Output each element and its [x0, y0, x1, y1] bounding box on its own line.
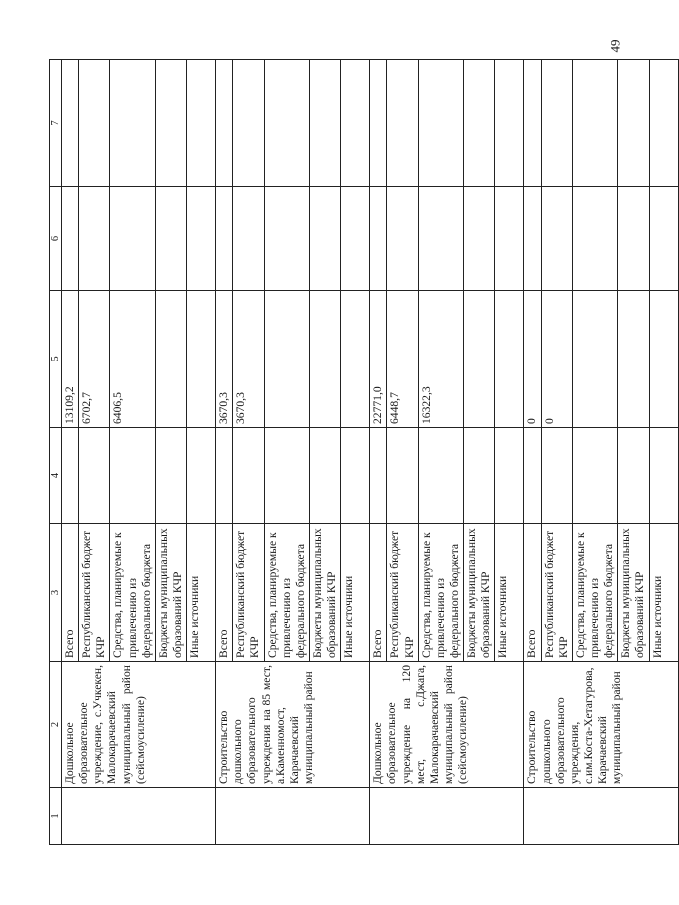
value-cell-col4: [618, 428, 649, 524]
group-number-cell: [370, 788, 524, 845]
group-number-cell: [216, 788, 370, 845]
value-cell-col5: 22771,0: [370, 291, 387, 428]
value-cell-col4: [370, 428, 387, 524]
value-cell-col6: [62, 187, 79, 291]
value-cell-col7: [418, 60, 463, 187]
col-header-3: 3: [50, 524, 62, 662]
object-name-cell: Дошкольное образовательное учреждение, с.Учкекен, Малокарачаевский муниципальный район (сейсмоусиление): [62, 662, 216, 788]
funding-source-cell: Республиканский бюджет КЧР: [79, 524, 110, 662]
group-number-cell: [62, 788, 216, 845]
value-cell-col5: 6702,7: [79, 291, 110, 428]
funding-source-cell: Иные источники: [187, 524, 216, 662]
value-cell-col6: [387, 187, 418, 291]
value-cell-col5: [572, 291, 617, 428]
value-cell-col5: 0: [541, 291, 572, 428]
value-cell-col6: [464, 187, 495, 291]
value-cell-col7: [464, 60, 495, 187]
value-cell-col7: [387, 60, 418, 187]
value-cell-col4: [110, 428, 155, 524]
col-header-5: 5: [50, 291, 62, 428]
value-cell-col4: [309, 428, 340, 524]
object-name-cell: Дошкольное образовательное учреждение на 120 мест, с.Джага, Малокарачаевский муниципальный район (сейсмоусиление): [370, 662, 524, 788]
col-header-7: 7: [50, 60, 62, 187]
funding-source-cell: Республиканский бюджет КЧР: [387, 524, 418, 662]
value-cell-col5: 13109,2: [62, 291, 79, 428]
funding-source-cell: Всего: [216, 524, 233, 662]
value-cell-col5: [187, 291, 216, 428]
funding-source-cell: Бюджеты муниципальных образований КЧР: [464, 524, 495, 662]
funding-source-cell: Всего: [370, 524, 387, 662]
table-row: [524, 60, 541, 845]
value-cell-col6: [264, 187, 309, 291]
funding-source-cell: Иные источники: [341, 524, 370, 662]
value-cell-col4: [495, 428, 524, 524]
value-cell-col5: [309, 291, 340, 428]
value-cell-col7: [495, 60, 524, 187]
funding-source-cell: Республиканский бюджет КЧР: [541, 524, 572, 662]
financing-table: [49, 59, 679, 845]
value-cell-col4: [155, 428, 186, 524]
table-body: [50, 60, 679, 845]
funding-source-cell: Средства, планируемые к привлечению из федерального бюджета: [418, 524, 463, 662]
value-cell-col5: 6448,7: [387, 291, 418, 428]
value-cell-col6: [541, 187, 572, 291]
value-cell-col4: [541, 428, 572, 524]
value-cell-col7: [309, 60, 340, 187]
value-cell-col6: [495, 187, 524, 291]
funding-source-cell: Бюджеты муниципальных образований КЧР: [618, 524, 649, 662]
value-cell-col4: [216, 428, 233, 524]
value-cell-col7: [524, 60, 541, 187]
funding-source-cell: Средства, планируемые к привлечению из федерального бюджета: [264, 524, 309, 662]
value-cell-col5: 16322,3: [418, 291, 463, 428]
table-row: [216, 60, 233, 845]
funding-source-cell: Средства, планируемые к привлечению из федерального бюджета: [572, 524, 617, 662]
value-cell-col6: [572, 187, 617, 291]
value-cell-col4: [79, 428, 110, 524]
value-cell-col4: [62, 428, 79, 524]
value-cell-col4: [187, 428, 216, 524]
value-cell-col7: [649, 60, 678, 187]
funding-source-cell: Иные источники: [649, 524, 678, 662]
value-cell-col6: [155, 187, 186, 291]
value-cell-col6: [341, 187, 370, 291]
value-cell-col5: 3670,3: [216, 291, 233, 428]
value-cell-col7: [572, 60, 617, 187]
page-number: 49: [607, 39, 623, 53]
value-cell-col4: [341, 428, 370, 524]
value-cell-col5: [618, 291, 649, 428]
value-cell-col7: [541, 60, 572, 187]
value-cell-col7: [264, 60, 309, 187]
funding-source-cell: Иные источники: [495, 524, 524, 662]
value-cell-col5: 3670,3: [233, 291, 264, 428]
value-cell-col4: [572, 428, 617, 524]
value-cell-col6: [216, 187, 233, 291]
value-cell-col7: [341, 60, 370, 187]
value-cell-col6: [418, 187, 463, 291]
column-header-row: [50, 60, 62, 845]
value-cell-col7: [618, 60, 649, 187]
value-cell-col5: 0: [524, 291, 541, 428]
value-cell-col5: [264, 291, 309, 428]
value-cell-col4: [464, 428, 495, 524]
value-cell-col6: [79, 187, 110, 291]
value-cell-col7: [79, 60, 110, 187]
value-cell-col6: [618, 187, 649, 291]
value-cell-col5: [649, 291, 678, 428]
value-cell-col5: [155, 291, 186, 428]
value-cell-col7: [233, 60, 264, 187]
funding-source-cell: Средства, планируемые к привлечению из федерального бюджета: [110, 524, 155, 662]
object-name-cell: Строительство дошкольного образовательного учреждения, с.им.Коста-Хетагурова, Карачаевский муниципальный район: [524, 662, 678, 788]
value-cell-col4: [649, 428, 678, 524]
value-cell-col5: [495, 291, 524, 428]
value-cell-col6: [524, 187, 541, 291]
table-row: [62, 60, 79, 845]
value-cell-col6: [309, 187, 340, 291]
value-cell-col7: [216, 60, 233, 187]
funding-source-cell: Всего: [524, 524, 541, 662]
value-cell-col5: [341, 291, 370, 428]
col-header-1: 1: [50, 788, 62, 845]
col-header-6: 6: [50, 187, 62, 291]
col-header-4: 4: [50, 428, 62, 524]
value-cell-col4: [418, 428, 463, 524]
value-cell-col6: [110, 187, 155, 291]
value-cell-col4: [264, 428, 309, 524]
value-cell-col7: [187, 60, 216, 187]
value-cell-col6: [187, 187, 216, 291]
group-number-cell: [524, 788, 678, 845]
funding-source-cell: Всего: [62, 524, 79, 662]
value-cell-col6: [649, 187, 678, 291]
col-header-2: 2: [50, 662, 62, 788]
value-cell-col7: [155, 60, 186, 187]
rotated-table-container: [49, 60, 664, 845]
value-cell-col7: [110, 60, 155, 187]
value-cell-col7: [370, 60, 387, 187]
value-cell-col4: [233, 428, 264, 524]
funding-source-cell: Республиканский бюджет КЧР: [233, 524, 264, 662]
table-row: [370, 60, 387, 845]
funding-source-cell: Бюджеты муниципальных образований КЧР: [309, 524, 340, 662]
funding-source-cell: Бюджеты муниципальных образований КЧР: [155, 524, 186, 662]
object-name-cell: Строительство дошкольного образовательного учреждения на 85 мест, а.Каменномост, Карачаевский муниципальный район: [216, 662, 370, 788]
value-cell-col4: [524, 428, 541, 524]
value-cell-col6: [233, 187, 264, 291]
value-cell-col4: [387, 428, 418, 524]
value-cell-col6: [370, 187, 387, 291]
value-cell-col5: [464, 291, 495, 428]
value-cell-col5: 6406,5: [110, 291, 155, 428]
value-cell-col7: [62, 60, 79, 187]
